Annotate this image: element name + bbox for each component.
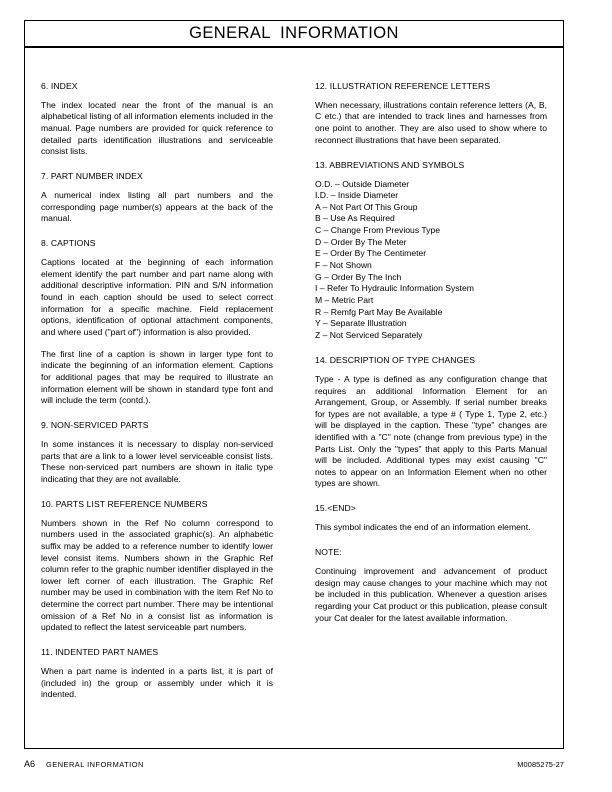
list-item: Z – Not Serviced Separately [315, 330, 423, 341]
section-paragraph: This symbol indicates the end of an information element. [315, 522, 531, 533]
right-column [315, 81, 547, 701]
section-paragraph: Captions located at the beginning of each information element identify the part number and part name along with additional descriptive information. PIN and S/N information found in each caption should be used to select correct information for a specific machine. Field replacement options, identification of optional attachment components, and where used ("part of") information is also provided. [41, 257, 273, 337]
section-non-serviced-parts [41, 420, 273, 485]
list-item: C – Change From Previous Type [315, 225, 440, 236]
section-abbreviations-and-symbols [315, 160, 547, 342]
list-item: B – Use As Required [315, 213, 395, 224]
section-part-number-index [41, 171, 273, 225]
section-paragraph: When necessary, illustrations contain reference letters (A, B, C etc.) that are intended to track lines and harnesses from one point to another. They are also used to show where to reconnect illustrations that have been separated. [315, 99, 547, 145]
footer-publication-id: M0085275-27 [517, 759, 564, 769]
page-title: GENERAL INFORMATION [189, 24, 399, 42]
page-header-bar [25, 21, 563, 48]
section-captions [41, 238, 273, 406]
footer-left-group [24, 759, 144, 769]
footer-chapter-name: GENERAL INFORMATION [46, 760, 144, 769]
section-heading: 11. INDENTED PART NAMES [41, 647, 159, 658]
section-indented-part-names [41, 647, 273, 701]
page-footer [24, 757, 564, 771]
two-column-layout [41, 81, 547, 701]
section-paragraph: The index located near the front of the manual is an alphabetical listing of all information elements included in the manual. Page numbers are provided for quick reference to detailed parts identification illustrations and serviceable consist lists. [41, 99, 273, 157]
section-illustration-reference-letters [315, 81, 547, 146]
list-item: F – Not Shown [315, 260, 372, 271]
section-heading: 8. CAPTIONS [41, 238, 96, 249]
list-item: I – Refer To Hydraulic Information System [315, 283, 474, 294]
section-parts-list-reference-numbers [41, 499, 273, 634]
section-paragraph: Type - A type is defined as any configuration change that requires an additional Information Element for an Arrangement, Group, or Assembly. If serial number breaks for types are not available, a type # ( Type 1, Type 2, etc.) will be displayed in the caption. These "type" changes are identified with a "C" note (change from previous type) in the Parts List. Only the "types" that apply to this Parts Manual will be included. Additional types may exist causing "C" notes to appear on an Information Element when no other types are shown. [315, 374, 547, 489]
list-item: G – Order By The Inch [315, 271, 402, 282]
left-column [41, 81, 273, 701]
section-end-symbol [315, 503, 547, 533]
section-heading: 13. ABBREVIATIONS AND SYMBOLS [315, 159, 465, 170]
section-note [315, 547, 547, 624]
section-index [41, 81, 273, 158]
section-description-of-type-changes [315, 355, 547, 490]
list-item: D – Order By The Meter [315, 236, 407, 247]
list-item: M – Metric Part [315, 295, 374, 306]
section-paragraph: Numbers shown in the Ref No column correspond to numbers used in the associated graphic(s). An alphabetic suffix may be added to a reference number to identify lower level consist items. Numbers shown in the Graphic Ref column refer to the graphic number identifier displayed in the lower left corner of each illustration. The Graphic Ref number may be used in combination with the item Ref No to determine the correct part number. There may be intentional omission of a Ref No in a consist list as information is updated to reflect the latest serviceable part numbers. [41, 517, 273, 633]
list-item: A – Not Part Of This Group [315, 201, 418, 212]
section-heading: 12. ILLUSTRATION REFERENCE LETTERS [315, 81, 491, 91]
abbreviations-list [315, 179, 547, 342]
section-paragraph: When a part name is indented in a parts list, it is part of (included in) the group or assembly under which it is indented. [41, 666, 273, 700]
section-paragraph: The first line of a caption is shown in larger type font to indicate the beginning of an information element. Captions for additional pages that may be required to illustrate an information element will be shown in standard type font and will include the term (contd.). [41, 348, 273, 406]
section-heading: 9. NON-SERVICED PARTS [41, 420, 149, 431]
list-item: E – Order By The Centimeter [315, 248, 427, 259]
page-frame [24, 20, 564, 749]
list-item: I.D. – Inside Diameter [315, 190, 399, 201]
list-item: Y – Separate Illustration [315, 318, 407, 329]
list-item: O.D. – Outside Diameter [315, 178, 410, 189]
footer-page-number: A6 [24, 759, 36, 769]
section-paragraph: Continuing improvement and advancement of product design may cause changes to your machine which may not be included in this publication. Whenever a question arises regarding your Cat product or this publication, please consult your Cat dealer for the latest available information. [315, 566, 547, 623]
section-heading: 7. PART NUMBER INDEX [41, 171, 143, 182]
section-heading: 14. DESCRIPTION OF TYPE CHANGES [315, 355, 476, 366]
list-item: R – Remfg Part May Be Available [315, 306, 443, 317]
section-heading: 15.<END> [315, 503, 356, 514]
section-paragraph: In some instances it is necessary to display non-serviced parts that are a link to a lower level serviceable consist lists. These non-serviced part numbers are shown in italic type indicating that they are not available. [41, 439, 273, 484]
page-body [25, 48, 563, 748]
section-heading: 6. INDEX [41, 81, 78, 91]
section-heading: NOTE: [315, 547, 342, 558]
section-heading: 10. PARTS LIST REFERENCE NUMBERS [41, 499, 208, 509]
section-paragraph: A numerical index listing all part numbers and the corresponding page number(s) appears at the back of the manual. [41, 190, 273, 224]
